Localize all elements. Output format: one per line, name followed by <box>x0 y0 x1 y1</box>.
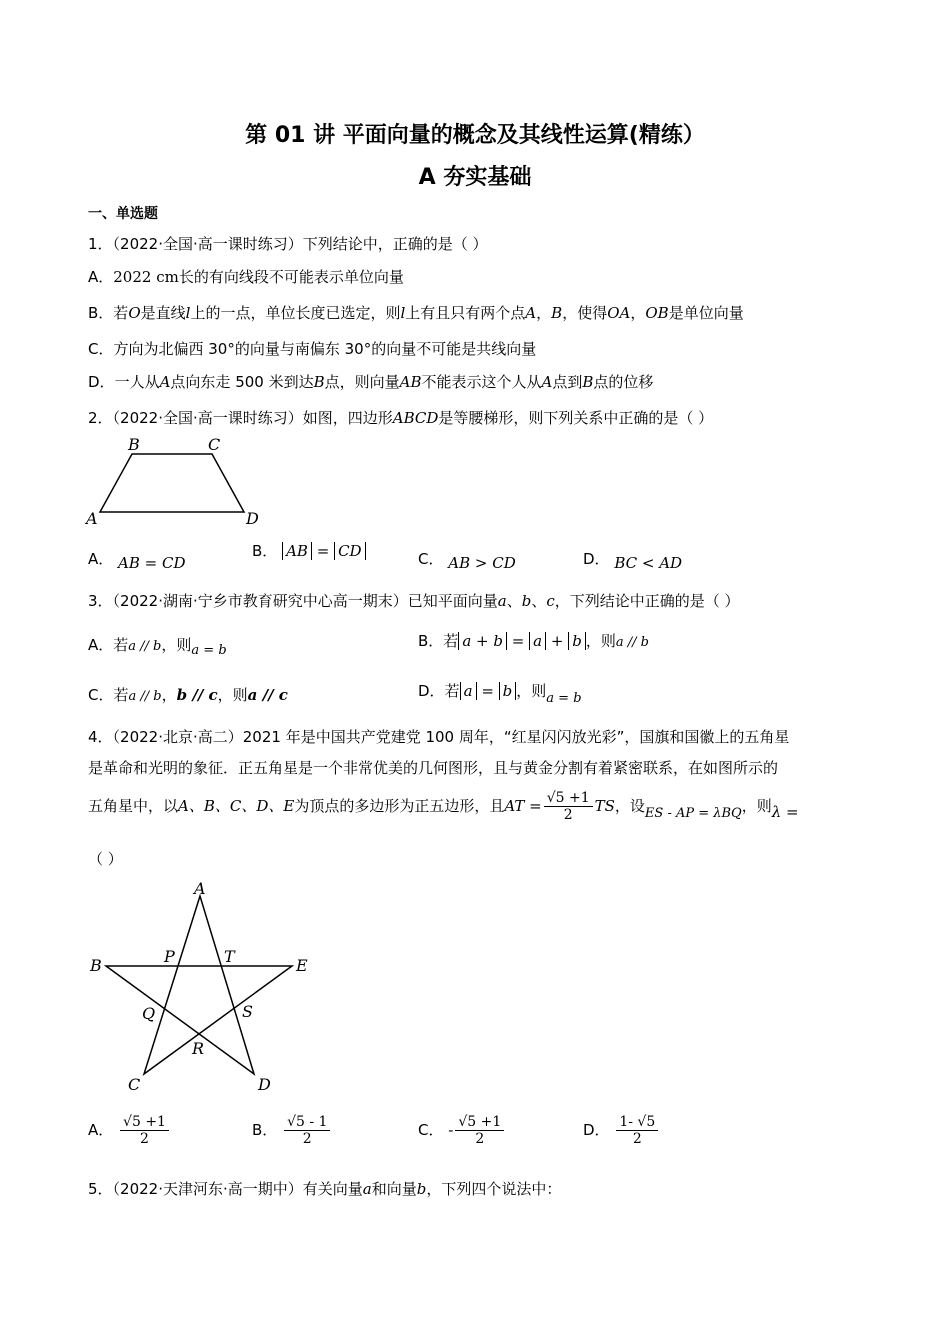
label-b: B <box>128 435 140 454</box>
q4-line-1: 4．（2022·北京·高二）2021 年是中国共产党建党 100 周年，“红星闪闪放光彩”，国旗和国徽上的五角星 <box>88 728 790 746</box>
page-subtitle: A 夯实基础 <box>418 165 532 190</box>
q2-option-b: B． AB = CD <box>252 540 366 561</box>
label-b: B <box>90 956 102 975</box>
label-c: C <box>208 435 221 454</box>
label-q: Q <box>142 1004 156 1023</box>
trapezoid-shape <box>100 454 244 512</box>
q3-option-a: A．若a // b，则a = b <box>88 636 227 658</box>
label-p: P <box>164 947 175 966</box>
q4-line-3: 五角星中，以A、B、C、D、E为顶点的多边形为正五边形，且AT = $\frac{√5 +1}{2}$ TS，设ES - AP = λBQ，则λ = <box>88 790 799 823</box>
page-title: 第 01 讲 平面向量的概念及其线性运算(精练） <box>245 123 705 148</box>
q4-option-a: A． $\frac{√5 +1}{2}$ <box>88 1114 171 1147</box>
q3-option-d: D．若 a = b ，则a = b <box>418 682 582 706</box>
section-heading: 一、单选题 <box>88 206 158 222</box>
label-d: D <box>258 1075 271 1094</box>
q2-stem: 2．（2022·全国·高一课时练习）如图，四边形ABCD是等腰梯形，则下列关系中正确的是（ ） <box>88 409 714 427</box>
pentagram-figure <box>82 874 322 1102</box>
q5-stem: 5．（2022·天津河东·高一期中）有关向量a和向量b，下列四个说法中： <box>88 1180 562 1198</box>
q1-option-c: C．方向为北偏西 30°的向量与南偏东 30°的向量不可能是共线向量 <box>88 340 537 358</box>
q4-option-c: C． - $\frac{√5 +1}{2}$ <box>418 1114 506 1147</box>
q4-option-d: D． $\frac{1- √5}{2}$ <box>583 1114 660 1147</box>
q2-option-c: C． AB > CD <box>418 550 516 572</box>
q4-option-b: B． $\frac{√5 - 1}{2}$ <box>252 1114 332 1147</box>
q3-stem: 3．（2022·湖南·宁乡市教育研究中心高一期末）已知平面向量a、b、c，下列结论中正确的是（ ） <box>88 592 740 610</box>
q4-line-2: 是革命和光明的象征．正五角星是一个非常优美的几何图形，且与黄金分割有着紧密联系，在如图所示的 <box>88 759 779 777</box>
label-r: R <box>192 1039 205 1058</box>
label-c: C <box>128 1075 141 1094</box>
q3-option-b: B．若 a + b = a + b ，则a // b <box>418 632 649 650</box>
label-d: D <box>246 509 259 528</box>
q1-option-d: D．一人从A点向东走 500 米到达B点，则向量AB不能表示这个人从A点到B点的位移 <box>88 373 654 391</box>
label-s: S <box>242 1002 253 1021</box>
q1-stem: 1．（2022·全国·高一课时练习）下列结论中，正确的是（ ） <box>88 235 488 253</box>
q4-paren: （ ） <box>88 850 123 868</box>
q1-option-b: B．若O是直线l上的一点，单位长度已选定，则l上有且只有两个点A，B，使得OA，OB是单位向量 <box>88 304 744 322</box>
label-a: A <box>194 879 206 898</box>
q2-option-d: D． BC < AD <box>583 550 683 572</box>
q2-option-a: A． AB = CD <box>88 550 186 572</box>
q1-option-a: A．2022 cm长的有向线段不可能表示单位向量 <box>88 268 404 286</box>
trapezoid-figure <box>82 432 272 532</box>
label-t: T <box>224 947 235 966</box>
q3-option-c: C．若a // b，b // c，则a // c <box>88 686 288 704</box>
label-a: A <box>86 509 98 528</box>
label-e: E <box>296 956 308 975</box>
